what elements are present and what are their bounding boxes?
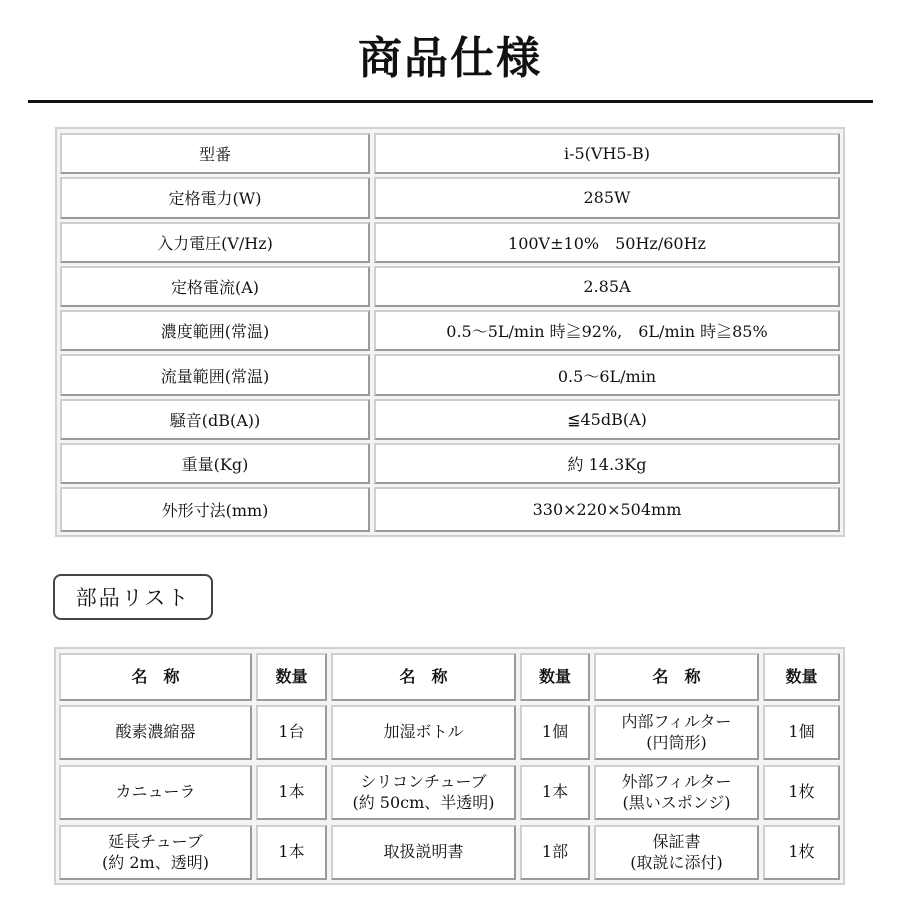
spec-row [60,443,840,487]
spec-value: 0.5～5L/min 時≧92%, 6L/min 時≧85% [374,310,840,351]
header-qty: 数量 [763,653,840,701]
spec-label: 騒音(dB(A)) [60,399,370,440]
spec-label: 定格電流(A) [60,266,370,307]
part-qty: 1本 [520,765,590,820]
header-qty: 数量 [520,653,590,701]
parts-table [54,647,845,885]
spec-value: 約 14.3Kg [374,443,840,484]
spec-value: 330×220×504mm [374,487,840,531]
header-name: 名 称 [59,653,252,701]
part-name: シリコンチューブ (約 50cm、半透明) [331,765,516,820]
spec-row [60,310,840,354]
part-qty: 1台 [256,705,327,760]
part-name: カニューラ [59,765,252,820]
spec-row [60,487,840,531]
part-name: 取扱説明書 [331,825,516,880]
part-qty: 1個 [763,705,840,760]
part-qty: 1枚 [763,765,840,820]
part-qty: 1個 [520,705,590,760]
spec-row [60,354,840,398]
spec-value: 2.85A [374,266,840,307]
part-name: 保証書 (取説に添付) [594,825,759,880]
header-qty: 数量 [256,653,327,701]
spec-label: 流量範囲(常温) [60,354,370,395]
part-qty: 1本 [256,825,327,880]
header-name: 名 称 [331,653,516,701]
part-qty: 1本 [256,765,327,820]
parts-list-tab: 部品リスト [53,574,213,620]
parts-row [59,825,840,880]
spec-value: 285W [374,177,840,218]
spec-label: 濃度範囲(常温) [60,310,370,351]
spec-label: 入力電圧(V/Hz) [60,222,370,263]
spec-row [60,399,840,443]
part-name: 加湿ボトル [331,705,516,760]
part-name: 延長チューブ (約 2m、透明) [59,825,252,880]
spec-value: 100V±10% 50Hz/60Hz [374,222,840,263]
parts-row [59,705,840,765]
header-name: 名 称 [594,653,759,701]
title-divider [28,100,873,103]
page-title: 商品仕様 [358,33,542,84]
part-qty: 1部 [520,825,590,880]
spec-label: 外形寸法(mm) [60,487,370,531]
part-qty: 1枚 [763,825,840,880]
part-name: 内部フィルター (円筒形) [594,705,759,760]
spec-label: 定格電力(W) [60,177,370,218]
part-name: 酸素濃縮器 [59,705,252,760]
spec-row [60,177,840,221]
spec-table [55,127,845,537]
spec-label: 重量(Kg) [60,443,370,484]
part-name: 外部フィルター (黒いスポンジ) [594,765,759,820]
spec-row [60,266,840,310]
spec-value: ≦45dB(A) [374,399,840,440]
spec-value: 0.5～6L/min [374,354,840,395]
spec-row [60,133,840,177]
spec-label: 型番 [60,133,370,174]
parts-row [59,765,840,825]
spec-row [60,222,840,266]
parts-header-row [59,653,840,705]
spec-value: i-5(VH5-B) [374,133,840,174]
